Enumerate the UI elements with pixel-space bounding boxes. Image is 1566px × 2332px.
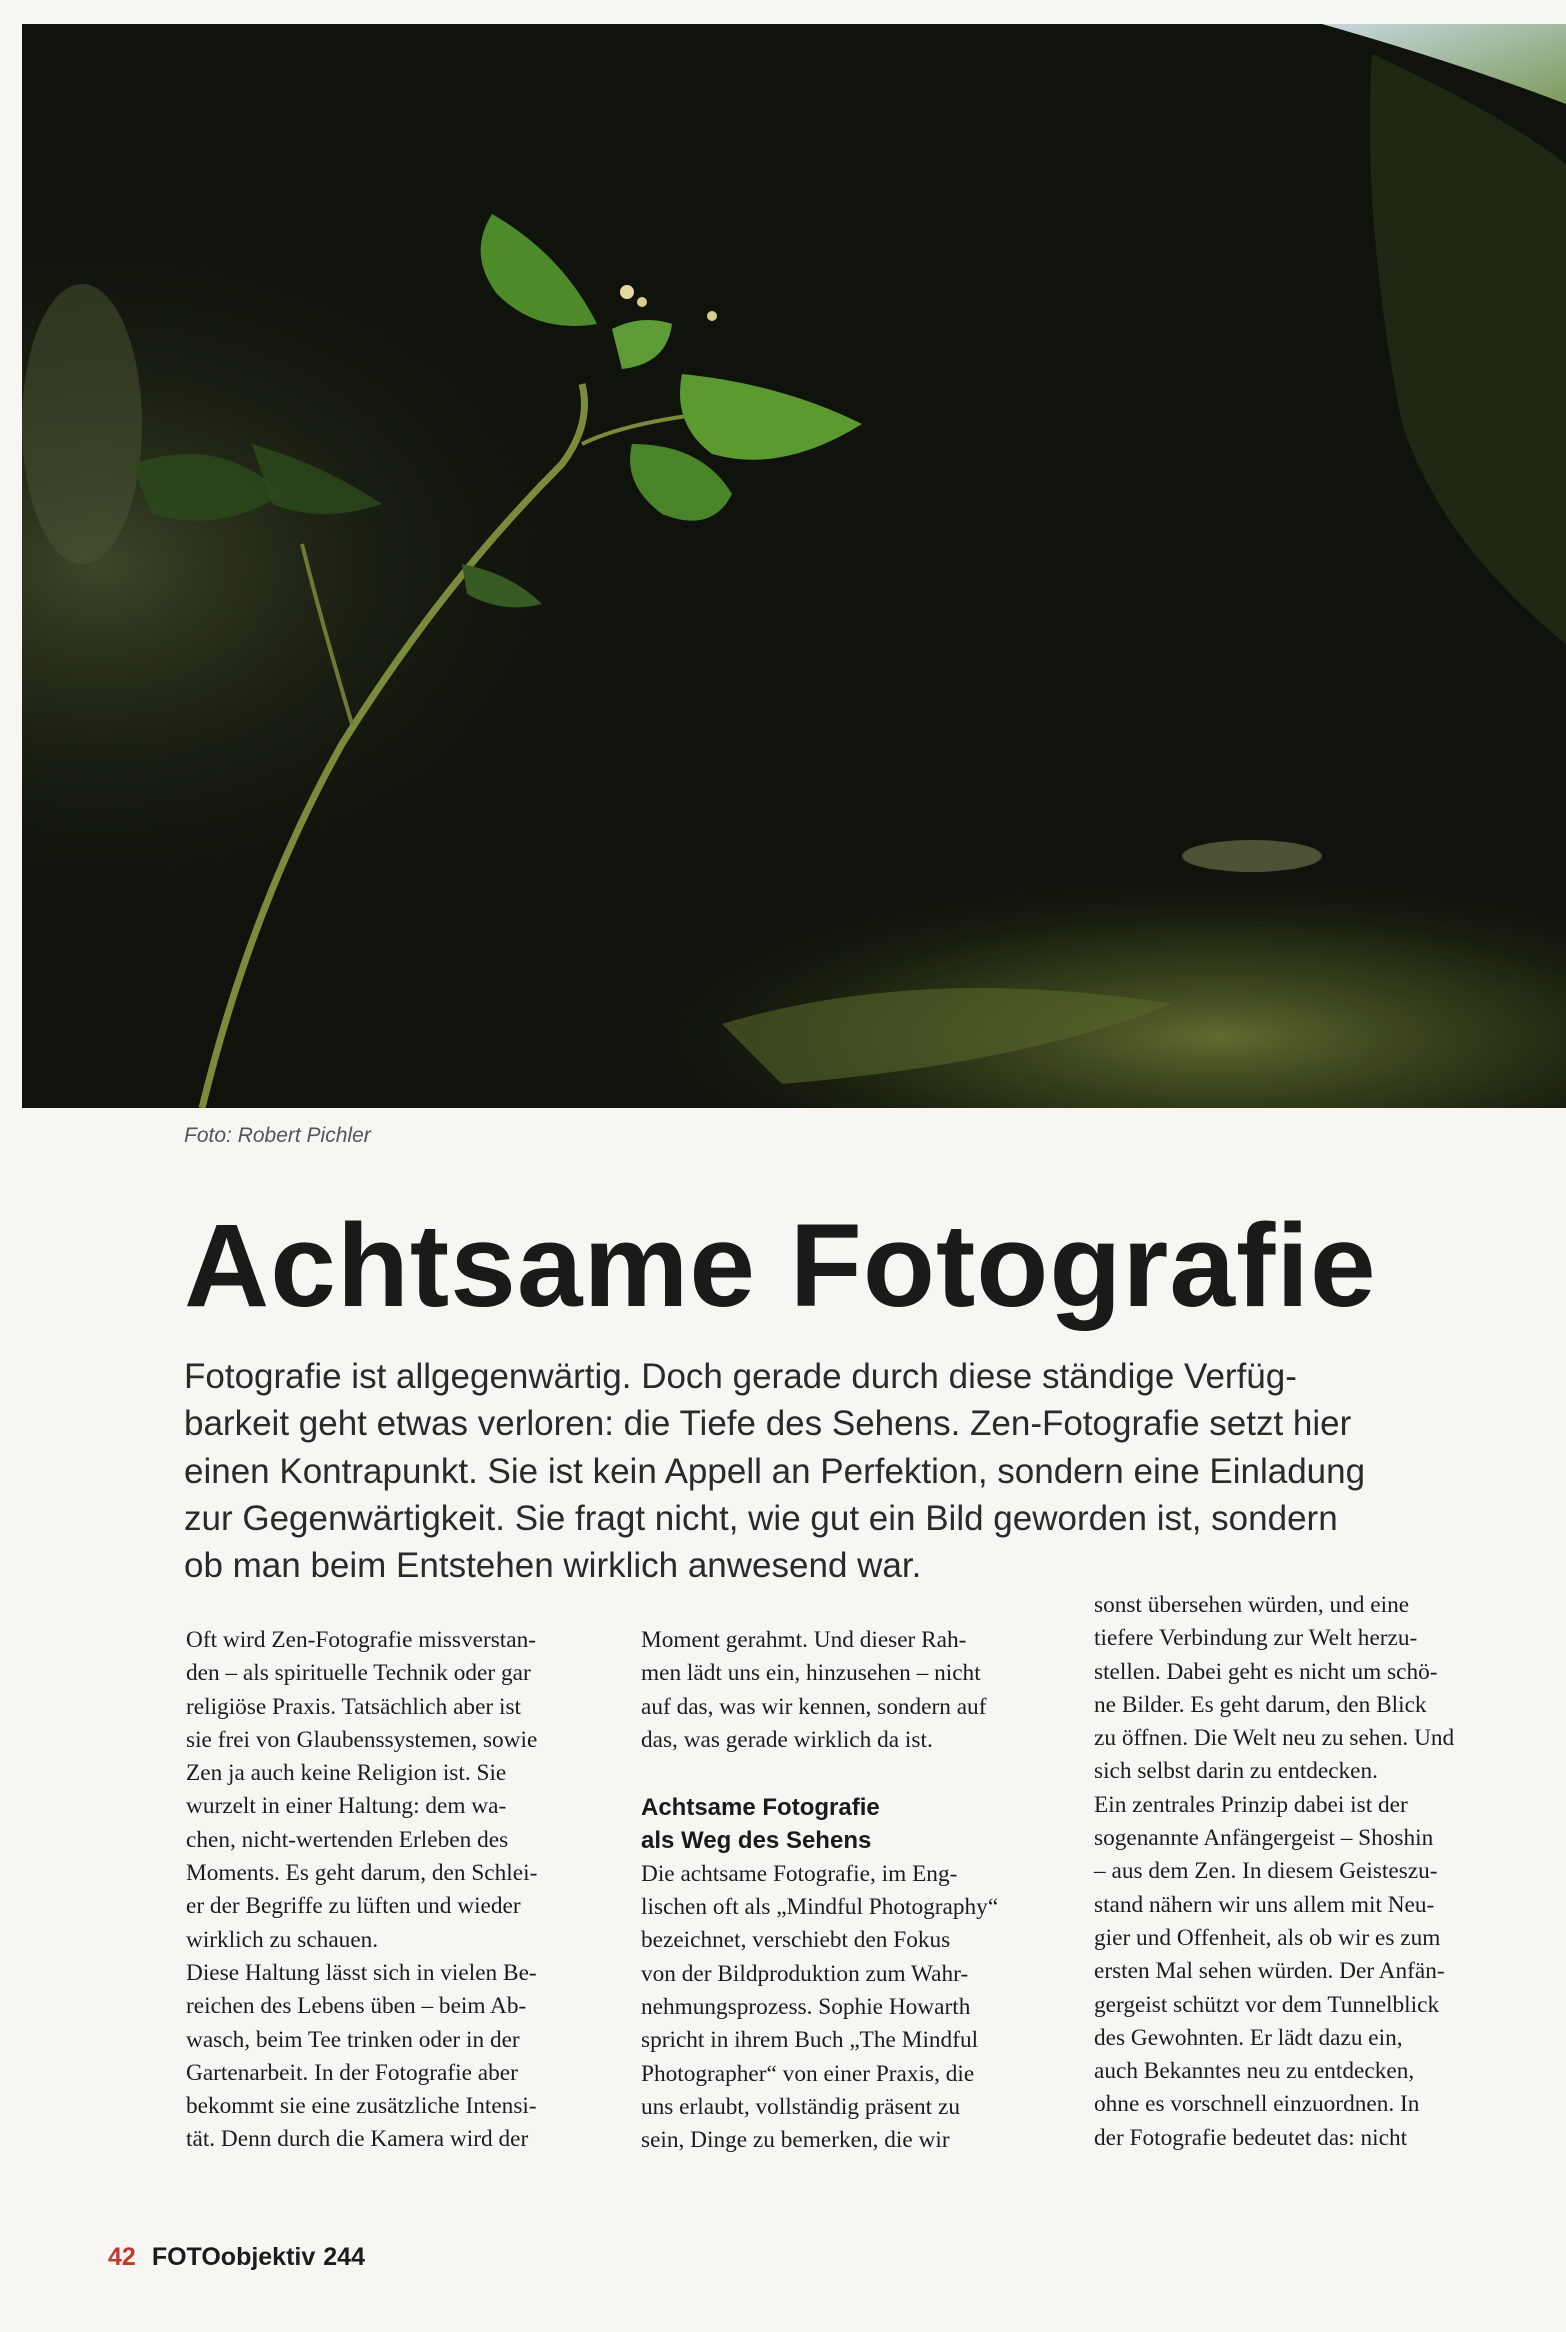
body-line: Photographer“ von einer Praxis, die (641, 2060, 975, 2087)
body-line: sogenannte Anfängergeist – Shoshin (1094, 1825, 1434, 1852)
body-line: spricht in ihrem Buch „The Mindful (641, 2027, 979, 2054)
paragraph-gap (641, 1757, 1081, 1791)
body-line: ohne es vorschnell einzuordnen. In (1094, 2091, 1420, 2118)
body-line: ne Bilder. Es geht darum, den Blick (1094, 1691, 1427, 1718)
body-line: Gartenarbeit. In der Fotografie aber (186, 2059, 518, 2086)
issue-number: 244 (323, 2243, 365, 2271)
body-line: den – als spirituelle Technik oder gar (186, 1660, 531, 1687)
body-line: reichen des Lebens üben – beim Ab- (186, 1993, 527, 2020)
body-line: auf das, was wir kennen, sondern auf (641, 1693, 987, 1720)
body-line: sein, Dinge zu bemerken, die wir (641, 2127, 950, 2154)
page-number: 42 (108, 2243, 136, 2271)
body-line: gergeist schützt vor dem Tunnelblick (1094, 1991, 1440, 2018)
body-line: Moment gerahmt. Und dieser Rah- (641, 1627, 967, 1653)
body-line: sonst übersehen würden, und eine (1094, 1592, 1410, 1618)
article-lead (184, 1353, 1524, 1589)
page-footer (108, 2243, 365, 2272)
body-line: lischen oft als „Mindful Photography“ (641, 1894, 999, 1921)
body-line: wasch, beim Tee trinken oder in der (186, 2026, 520, 2053)
body-line: sie frei von Glaubenssystemen, sowie (186, 1726, 538, 1753)
subheading-line: als Weg des Sehens (641, 1827, 872, 1855)
magazine-name: FOTOobjektiv (151, 2243, 316, 2271)
lead-line: Fotografie ist allgegenwärtig. Doch gerade durch diese ständige Verfüg- (184, 1357, 1297, 1396)
body-line: uns erlaubt, vollständig präsent zu (641, 2093, 960, 2120)
body-line: tiefere Verbindung zur Welt herzu- (1094, 1625, 1418, 1652)
lead-line: zur Gegenwärtigkeit. Sie fragt nicht, wie gut ein Bild geworden ist, sondern (184, 1498, 1338, 1538)
body-line: des Gewohnten. Er lädt dazu ein, (1094, 2024, 1403, 2051)
body-line: auch Bekanntes neu zu entdecken, (1094, 2058, 1415, 2085)
subheading-line: Achtsame Fotografie (641, 1794, 880, 1822)
body-line: stand nähern wir uns allem mit Neu- (1094, 1891, 1435, 1918)
body-line: das, was gerade wirklich da ist. (641, 1726, 933, 1753)
body-column-2 (641, 1624, 1081, 2157)
lead-line: barkeit geht etwas verloren: die Tiefe des Sehens. Zen-Fotografie setzt hier (184, 1404, 1352, 1444)
body-line: chen, nicht-wertenden Erleben des (186, 1826, 509, 1853)
body-line: bekommt sie eine zusätzliche Intensi- (186, 2093, 537, 2120)
body-line: nehmungsprozess. Sophie Howarth (641, 1993, 971, 2020)
body-line: men lädt uns ein, hinzusehen – nicht (641, 1660, 981, 1687)
body-line: Ein zentrales Prinzip dabei ist der (1094, 1791, 1408, 1818)
body-line: er der Begriffe zu lüften und wieder (186, 1893, 521, 1920)
body-line: – aus dem Zen. In diesem Geisteszu- (1094, 1858, 1438, 1885)
article-title: Achtsame Fotografie (184, 1200, 1377, 1332)
body-line: sich selbst darin zu entdecken. (1094, 1758, 1378, 1785)
body-line: Diese Haltung lässt sich in vielen Be- (186, 1959, 537, 1986)
photo-credit: Foto: Robert Pichler (184, 1124, 371, 1147)
body-line: Zen ja auch keine Religion ist. Sie (186, 1760, 507, 1787)
body-column-3 (1094, 1589, 1534, 2155)
body-line: von der Bildproduktion zum Wahr- (641, 1960, 969, 1987)
body-line: Moments. Es geht darum, den Schlei- (186, 1860, 538, 1887)
body-line: zu öffnen. Die Welt neu zu sehen. Und (1094, 1725, 1455, 1752)
body-line: wirklich zu schauen. (186, 1926, 379, 1953)
body-line: bezeichnet, verschiebt den Fokus (641, 1927, 951, 1954)
lead-line: ob man beim Entstehen wirklich anwesend war. (184, 1546, 922, 1586)
body-line: wurzelt in einer Haltung: dem wa- (186, 1793, 507, 1820)
body-line: stellen. Dabei geht es nicht um schö- (1094, 1658, 1438, 1685)
lead-line: einen Kontrapunkt. Sie ist kein Appell an Perfektion, sondern eine Einladung (184, 1451, 1366, 1491)
body-line: religiöse Praxis. Tatsächlich aber ist (186, 1693, 522, 1720)
body-line: ersten Mal sehen würden. Der Anfän- (1094, 1958, 1445, 1985)
body-line: gier und Offenheit, als ob wir es zum (1094, 1924, 1441, 1951)
body-line: Die achtsame Fotografie, im Eng- (641, 1860, 958, 1887)
body-line: der Fotografie bedeutet das: nicht (1094, 2124, 1408, 2151)
body-line: Oft wird Zen-Fotografie missverstan- (186, 1627, 537, 1653)
leaf-plant-photo (22, 24, 1566, 1108)
article-photo (22, 24, 1566, 1108)
body-line: tät. Denn durch die Kamera wird der (186, 2126, 529, 2153)
body-column-1 (186, 1624, 626, 2157)
